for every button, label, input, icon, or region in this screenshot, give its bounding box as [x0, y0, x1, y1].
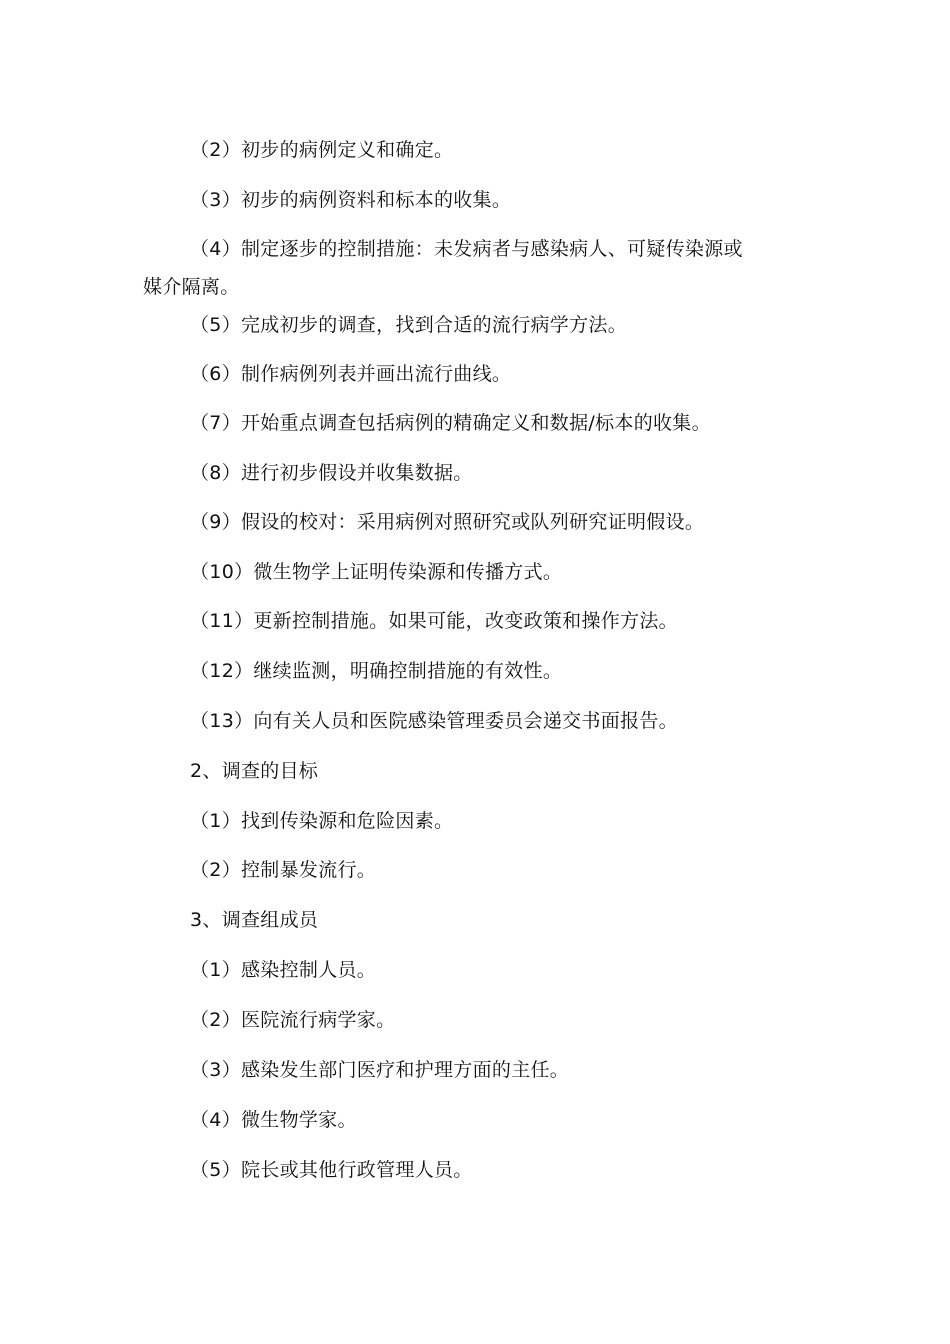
paragraph-step-8: （8）进行初步假设并收集数据。 [190, 462, 473, 484]
paragraph-step-13: （13）向有关人员和医院感染管理委员会递交书面报告。 [190, 710, 678, 732]
paragraph-member-2: （2）医院流行病学家。 [190, 1009, 396, 1031]
paragraph-step-3: （3）初步的病例资料和标本的收集。 [190, 189, 512, 211]
paragraph-step-2: （2）初步的病例定义和确定。 [190, 139, 454, 161]
paragraph-goal-1: （1）找到传染源和危险因素。 [190, 810, 454, 832]
paragraph-step-4-line2: 媒介隔离。 [143, 276, 240, 298]
paragraph-goal-2: （2）控制暴发流行。 [190, 859, 377, 881]
paragraph-member-1: （1）感染控制人员。 [190, 959, 377, 981]
paragraph-member-3: （3）感染发生部门医疗和护理方面的主任。 [190, 1059, 570, 1081]
paragraph-step-12: （12）继续监测，明确控制措施的有效性。 [190, 660, 563, 682]
paragraph-step-4-line1: （4）制定逐步的控制措施：未发病者与感染病人、可疑传染源或 [190, 238, 743, 260]
paragraph-step-7: （7）开始重点调查包括病例的精确定义和数据/标本的收集。 [190, 412, 711, 434]
paragraph-step-5: （5）完成初步的调查，找到合适的流行病学方法。 [190, 314, 627, 336]
paragraph-step-6: （6）制作病例列表并画出流行曲线。 [190, 363, 512, 385]
paragraph-member-5: （5）院长或其他行政管理人员。 [190, 1159, 473, 1181]
paragraph-member-4: （4）微生物学家。 [190, 1109, 357, 1131]
section-heading-goals: 2、调查的目标 [190, 760, 319, 782]
paragraph-step-9: （9）假设的校对：采用病例对照研究或队列研究证明假设。 [190, 511, 705, 533]
paragraph-step-11: （11）更新控制措施。如果可能，改变政策和操作方法。 [190, 610, 678, 632]
paragraph-step-10: （10）微生物学上证明传染源和传播方式。 [190, 561, 563, 583]
section-heading-members: 3、调查组成员 [190, 909, 319, 931]
